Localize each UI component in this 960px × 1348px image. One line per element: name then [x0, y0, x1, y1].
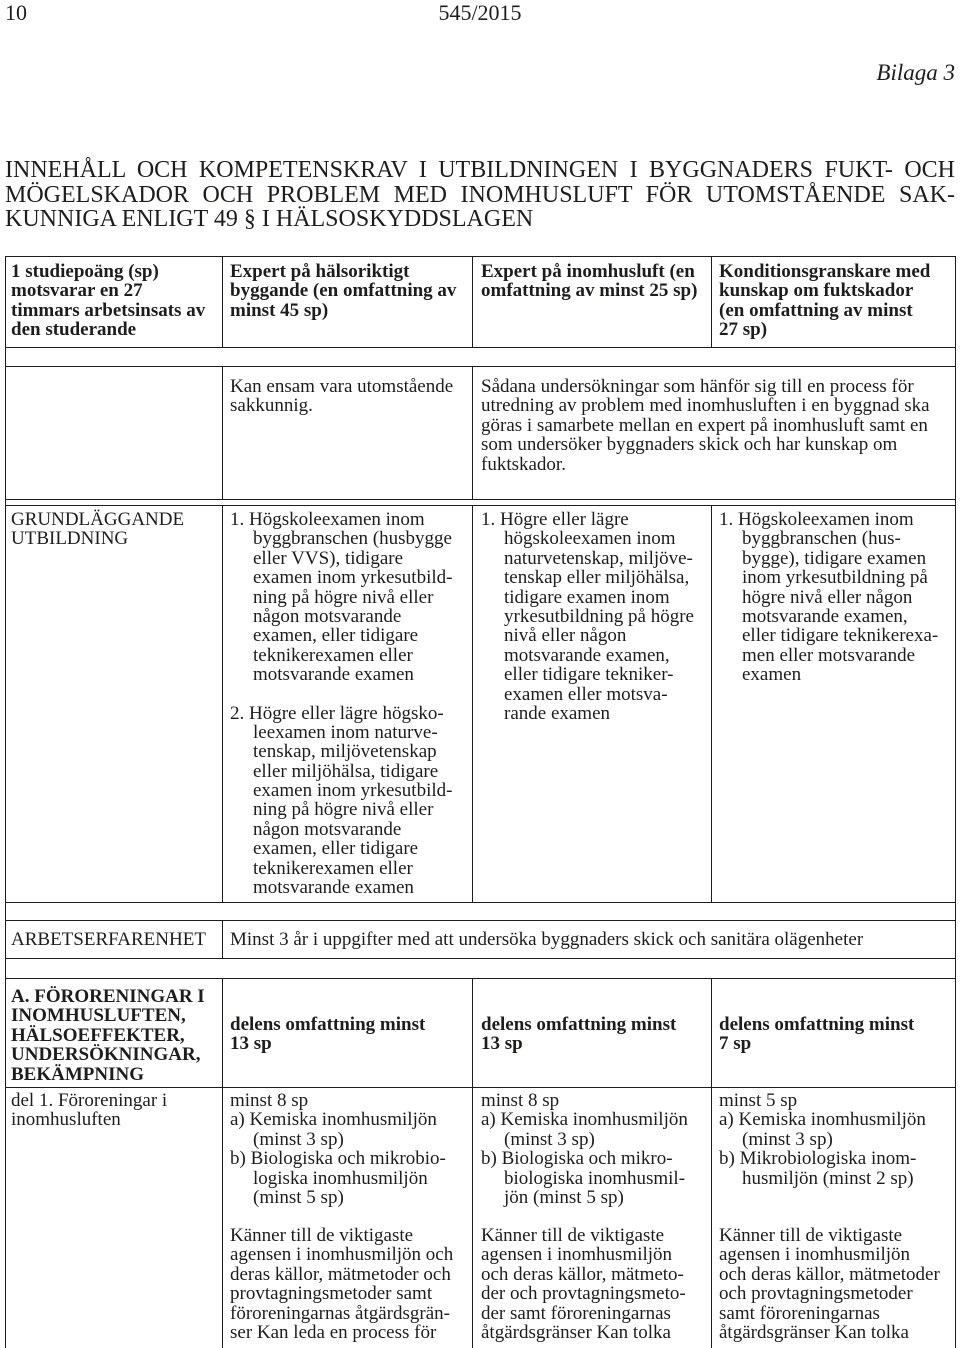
- text-line: 27 sp): [719, 319, 768, 341]
- role-note-healthy-building: [230, 377, 453, 416]
- text-line: a) Kemiska inomhusmiljön: [719, 1109, 926, 1131]
- text-line: jön (minst 5 sp): [504, 1186, 624, 1208]
- part-1-condition-inspector-description: [719, 1226, 940, 1342]
- text-line: motsvarande examen,: [504, 644, 670, 666]
- text-line: högre nivå eller någon: [742, 586, 913, 608]
- text-line: eller tidigare teknikerexa-: [742, 625, 939, 647]
- text-line: BEKÄMPNING: [11, 1063, 144, 1085]
- text-line: a) Kemiska inomhusmiljön: [230, 1109, 437, 1131]
- title-line: MÖGELSKADOR OCH PROBLEM MED INOMHUSLUFT FÖR UTOMSTÅENDE SAK-: [5, 181, 955, 208]
- text-line: (en omfattning av minst: [719, 299, 913, 321]
- text-line: ning på högre nivå eller: [253, 586, 434, 608]
- list-item: [481, 1110, 688, 1149]
- text-line: 7 sp: [719, 1033, 752, 1055]
- text-line: någon motsvarande: [253, 605, 402, 627]
- text-line: samt föroreningarnas: [719, 1302, 880, 1324]
- column-divider: [222, 505, 223, 902]
- text-line: men eller motsvarande: [742, 644, 916, 666]
- text-line: byggbranschen (husbygge: [253, 528, 452, 550]
- text-line: examen eller motsva-: [504, 683, 668, 705]
- column-divider: [472, 505, 473, 902]
- text-line: eller tidigare tekniker-: [504, 664, 674, 686]
- row-divider: [5, 505, 956, 506]
- text-line: tidigare examen inom: [504, 586, 670, 608]
- row-divider: [5, 920, 956, 921]
- column-divider: [472, 978, 473, 1348]
- text-line: b) Biologiska och mikro-: [481, 1148, 673, 1170]
- list-item: [481, 510, 694, 723]
- text-line: (minst 3 sp): [253, 1128, 344, 1150]
- text-line: Känner till de viktigaste: [719, 1225, 903, 1246]
- credits: minst 5 sp: [719, 1090, 798, 1111]
- text-line: a) Kemiska inomhusmiljön: [481, 1109, 688, 1131]
- header-indoor-air-expert: [481, 262, 697, 301]
- page-number: 10: [5, 0, 27, 25]
- list-item: [481, 1149, 688, 1207]
- annex-label: Bilaga 3: [876, 60, 955, 85]
- text-line: omfattning av minst 25 sp): [481, 280, 698, 302]
- text-line: och deras källor, mätmetoder: [719, 1263, 940, 1285]
- text-line: deras källor, mätmetoder och: [230, 1263, 451, 1285]
- text-line: 1 studiepoäng (sp): [11, 261, 159, 282]
- text-line: naturvetenskap, miljöve-: [504, 547, 693, 569]
- text-line: 1. Högskoleexamen inom: [719, 509, 914, 530]
- text-line: göras i samarbete mellan en expert på inomhusluft samt en: [481, 414, 928, 436]
- statute-number: 545/2015: [438, 0, 522, 25]
- column-divider: [222, 978, 223, 1348]
- text-line: husmiljön (minst 2 sp): [742, 1167, 914, 1189]
- row-divider: [5, 978, 956, 979]
- text-line: ser Kan leda en process för: [230, 1321, 437, 1343]
- row-divider: [5, 347, 956, 348]
- text-line: inom yrkesutbildning på: [742, 567, 928, 589]
- column-divider: [222, 920, 223, 958]
- text-line: yrkesutbildning på högre: [504, 605, 694, 627]
- text-line: Sådana undersökningar som hänför sig till en process för: [481, 376, 914, 397]
- text-line: motsvarande examen,: [742, 605, 908, 627]
- row-divider: [5, 499, 956, 500]
- text-line: bygge), tidigare examen: [742, 547, 927, 569]
- basic-education-condition-inspector: [719, 510, 938, 685]
- row-label-part-1: [11, 1091, 167, 1130]
- text-line: (minst 3 sp): [742, 1128, 833, 1150]
- document-title: [5, 158, 955, 232]
- text-line: eller VVS), tidigare: [253, 547, 404, 569]
- list-item: [719, 1110, 926, 1149]
- role-note-cooperation: [481, 377, 930, 474]
- text-line: tenskap eller miljöhälsa,: [504, 567, 690, 589]
- text-line: 13 sp: [230, 1033, 272, 1055]
- section-a-scope-condition-inspector: [719, 1015, 914, 1054]
- text-line: Konditionsgranskare med: [719, 261, 931, 282]
- text-line: del 1. Föroreningar i: [11, 1090, 168, 1111]
- credits: minst 8 sp: [230, 1090, 309, 1111]
- part-1-healthy-building: [230, 1091, 446, 1207]
- text-line: der samt föroreningarnas: [481, 1302, 671, 1324]
- row-divider: [5, 1087, 956, 1088]
- list-item: [230, 704, 452, 898]
- table-left-border: [5, 256, 6, 1348]
- text-line: agensen i inomhusmiljön och: [230, 1244, 454, 1266]
- part-1-indoor-air-description: [481, 1226, 686, 1342]
- text-line: 1. Högre eller lägre: [481, 509, 629, 530]
- text-line: examen, eller tidigare: [253, 625, 419, 647]
- text-line: agensen i inomhusmiljön: [719, 1244, 911, 1266]
- text-line: fuktskador.: [481, 453, 566, 475]
- text-line: examen inom yrkesutbild-: [253, 567, 453, 589]
- column-divider: [711, 505, 712, 902]
- text-line: UTBILDNING: [11, 528, 129, 550]
- text-line: b) Biologiska och mikrobio-: [230, 1148, 446, 1170]
- column-divider: [222, 366, 223, 499]
- text-line: och provtagningsmetoder: [719, 1283, 913, 1305]
- text-line: som undersöker byggnaders skick och har kunskap om: [481, 434, 898, 456]
- text-line: ning på högre nivå eller: [253, 799, 434, 821]
- text-line: delens omfattning minst: [719, 1014, 915, 1035]
- table-right-border: [955, 256, 956, 1348]
- column-divider: [711, 256, 712, 347]
- text-line: b) Mikrobiologiska inom-: [719, 1148, 917, 1170]
- column-divider: [222, 256, 223, 347]
- text-line: eller miljöhälsa, tidigare: [253, 760, 439, 782]
- text-line: 1. Högskoleexamen inom: [230, 509, 425, 530]
- text-line: HÄLSOEFFEKTER,: [11, 1024, 185, 1046]
- text-line: delens omfattning minst: [481, 1014, 677, 1035]
- section-a-scope-healthy-building: [230, 1015, 425, 1054]
- title-line: INNEHÅLL OCH KOMPETENSKRAV I UTBILDNINGEN I BYGGNADERS FUKT- OCH: [5, 157, 955, 183]
- column-divider: [472, 366, 473, 499]
- header-healthy-building-expert: [230, 262, 456, 320]
- header-credit-definition: [11, 262, 205, 340]
- text-line: byggande (en omfattning av: [230, 280, 457, 302]
- text-line: agensen i inomhusmiljön: [481, 1244, 673, 1266]
- text-line: examen inom yrkesutbild-: [253, 780, 453, 802]
- text-line: INOMHUSLUFTEN,: [11, 1005, 186, 1027]
- text-line: högskoleexamen inom: [504, 528, 676, 550]
- text-line: provtagningsmetoder samt: [230, 1283, 433, 1305]
- text-line: åtgärdsgränser Kan tolka: [481, 1321, 671, 1343]
- text-line: någon motsvarande: [253, 818, 402, 840]
- text-line: examen, eller tidigare: [253, 838, 419, 860]
- credits: minst 8 sp: [481, 1090, 560, 1111]
- text-line: och deras källor, mätmeto-: [481, 1263, 684, 1285]
- row-label-basic-education: [11, 510, 184, 549]
- list-item: [719, 1149, 926, 1188]
- text-line: nivå eller någon: [504, 625, 627, 647]
- list-item: [230, 1149, 446, 1207]
- text-line: rande examen: [504, 702, 611, 724]
- text-line: åtgärdsgränser Kan tolka: [719, 1321, 909, 1343]
- header-condition-inspector: [719, 262, 930, 340]
- text-line: 13 sp: [481, 1033, 523, 1055]
- text-line: (minst 5 sp): [253, 1186, 344, 1208]
- text-line: 2. Högre eller lägre högsko-: [230, 702, 444, 724]
- row-divider: [5, 366, 956, 367]
- text-line: examen: [742, 664, 802, 686]
- text-line: delens omfattning minst: [230, 1014, 426, 1035]
- row-divider: [5, 958, 956, 959]
- text-line: leexamen inom naturve-: [253, 721, 438, 743]
- text-line: Känner till de viktigaste: [230, 1225, 414, 1246]
- work-experience-requirement: Minst 3 år i uppgifter med att undersöka byggnaders skick och sanitära olägenheter: [230, 929, 864, 950]
- text-line: (minst 3 sp): [504, 1128, 595, 1150]
- list-item: [230, 1110, 446, 1149]
- text-line: tenskap, miljövetenskap: [253, 741, 437, 763]
- text-line: timmars arbetsinsats av: [11, 299, 206, 321]
- text-line: motsvarande examen: [253, 877, 414, 899]
- text-line: Känner till de viktigaste: [481, 1225, 665, 1246]
- text-line: der och provtagningsmeto-: [481, 1283, 686, 1305]
- part-1-indoor-air: [481, 1091, 688, 1207]
- basic-education-indoor-air: [481, 510, 694, 723]
- text-line: utredning av problem med inomhusluften i en byggnad ska: [481, 395, 930, 417]
- text-line: föroreningarnas åtgärdsgrän-: [230, 1302, 450, 1324]
- title-line: KUNNIGA ENLIGT 49 § I HÄLSOSKYDDSLAGEN: [5, 206, 534, 232]
- text-line: motsvarande examen: [253, 664, 414, 686]
- row-divider: [5, 902, 956, 903]
- row-divider: [5, 256, 956, 257]
- column-divider: [472, 256, 473, 347]
- text-line: teknikerexamen eller: [253, 857, 413, 879]
- text-line: minst 45 sp): [230, 299, 329, 321]
- section-a-scope-indoor-air: [481, 1015, 676, 1054]
- text-line: inomhusluften: [11, 1109, 121, 1131]
- row-label-work-experience: ARBETSERFARENHET: [11, 929, 206, 950]
- basic-education-healthy-building: [230, 510, 452, 897]
- list-item: [719, 510, 938, 685]
- text-line: byggbranschen (hus-: [742, 528, 901, 550]
- text-line: sakkunnig.: [230, 395, 313, 417]
- text-line: GRUNDLÄGGANDE: [11, 509, 185, 530]
- list-item: [230, 510, 452, 685]
- text-line: A. FÖRORENINGAR I: [11, 986, 205, 1007]
- text-line: kunskap om fuktskador: [719, 280, 914, 302]
- text-line: Expert på hälsoriktigt: [230, 261, 410, 282]
- text-line: Expert på inomhusluft (en: [481, 261, 695, 282]
- section-a-heading: [11, 987, 205, 1084]
- text-line: teknikerexamen eller: [253, 644, 413, 666]
- text-line: motsvarar en 27: [11, 280, 143, 302]
- text-line: logiska inomhusmiljön: [253, 1167, 428, 1189]
- text-line: UNDERSÖKNINGAR,: [11, 1044, 201, 1066]
- text-line: Kan ensam vara utomstående: [230, 376, 454, 397]
- text-line: biologiska inomhusmil-: [504, 1167, 686, 1189]
- column-divider: [711, 978, 712, 1348]
- text-line: den studerande: [11, 319, 137, 341]
- part-1-condition-inspector: [719, 1091, 926, 1188]
- part-1-healthy-building-description: [230, 1226, 453, 1342]
